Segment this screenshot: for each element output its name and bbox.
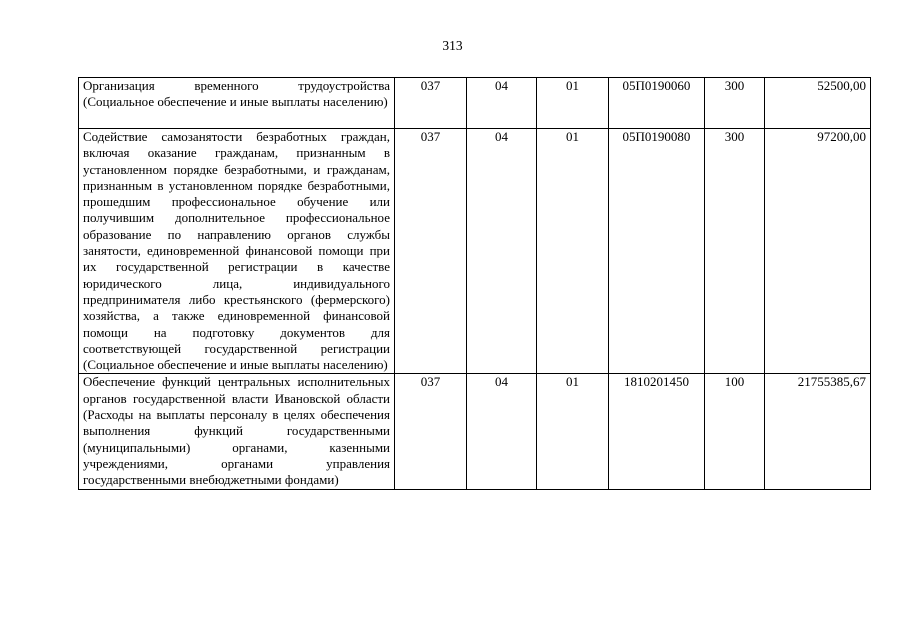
table-row xyxy=(79,374,871,489)
ministry-code: 037 xyxy=(395,129,467,374)
target-article-code: 1810201450 xyxy=(609,374,705,489)
page-number: 313 xyxy=(442,38,463,53)
target-article-code: 05П0190080 xyxy=(609,129,705,374)
table-row xyxy=(79,129,871,374)
row-description: Содействие самозанятости безработных граждан, включая оказание гражданам, признанным в установленном порядке безработными, и гражданам, признанным в установленном порядке безработными, прошедшим профессиональное обучение или получившим дополнительное профессиональное образование по направлению органов службы занятости, единовременной финансовой помощи при их государственной регистрации в качестве юридического лица, индивидуального предпринимателя либо крестьянского (фермерского) хозяйства, а также единовременной финансовой помощи на подготовку документов для соответствующей государственной регистрации (Социальное обеспечение и иные выплаты населению) xyxy=(79,129,395,374)
row-description: Организация временного трудоустройства (Социальное обеспечение и иные выплаты населению) xyxy=(79,78,395,129)
expense-type-code: 100 xyxy=(705,374,765,489)
section-code: 04 xyxy=(467,129,537,374)
budget-table xyxy=(78,77,871,490)
row-description: Обеспечение функций центральных исполнительных органов государственной власти Ивановской области (Расходы на выплаты персоналу в целях обеспечения выполнения функций государственными (муниципальными) органами, казенными учреждениями, органами управления государственными внебюджетными фондами) xyxy=(79,374,395,489)
subsection-code: 01 xyxy=(537,129,609,374)
ministry-code: 037 xyxy=(395,78,467,129)
ministry-code: 037 xyxy=(395,374,467,489)
amount-value: 52500,00 xyxy=(765,78,871,129)
subsection-code: 01 xyxy=(537,374,609,489)
table-row xyxy=(79,78,871,129)
section-code: 04 xyxy=(467,374,537,489)
amount-value: 97200,00 xyxy=(765,129,871,374)
expense-type-code: 300 xyxy=(705,129,765,374)
target-article-code: 05П0190060 xyxy=(609,78,705,129)
amount-value: 21755385,67 xyxy=(765,374,871,489)
subsection-code: 01 xyxy=(537,78,609,129)
expense-type-code: 300 xyxy=(705,78,765,129)
section-code: 04 xyxy=(467,78,537,129)
